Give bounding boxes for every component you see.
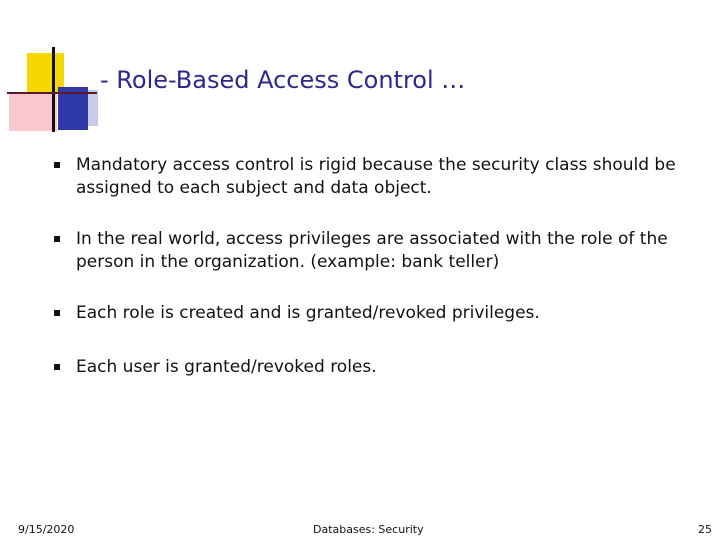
decoration-pink-square	[9, 93, 57, 131]
slide-title: - Role-Based Access Control …	[100, 66, 466, 94]
decoration-horizontal-line	[7, 92, 97, 94]
bullet-text: Mandatory access control is rigid because the security class should be assigned to each subject and data object.	[76, 155, 676, 198]
decoration-blue-shadow	[88, 90, 98, 126]
decoration-vertical-line	[52, 47, 55, 132]
bullet-text: Each user is granted/revoked roles.	[76, 357, 377, 377]
footer-date: 9/15/2020	[18, 523, 75, 536]
bullet-square-icon	[54, 364, 60, 370]
bullet-square-icon	[54, 162, 60, 168]
page-number: 25	[698, 523, 712, 536]
bullet-text: Each role is created and is granted/revoked privileges.	[76, 303, 540, 323]
bullet-square-icon	[54, 236, 60, 242]
bullet-text: In the real world, access privileges are associated with the role of the person in the organization. (example: bank teller)	[76, 229, 668, 272]
bullet-square-icon	[54, 310, 60, 316]
footer-title: Databases: Security	[313, 523, 424, 536]
